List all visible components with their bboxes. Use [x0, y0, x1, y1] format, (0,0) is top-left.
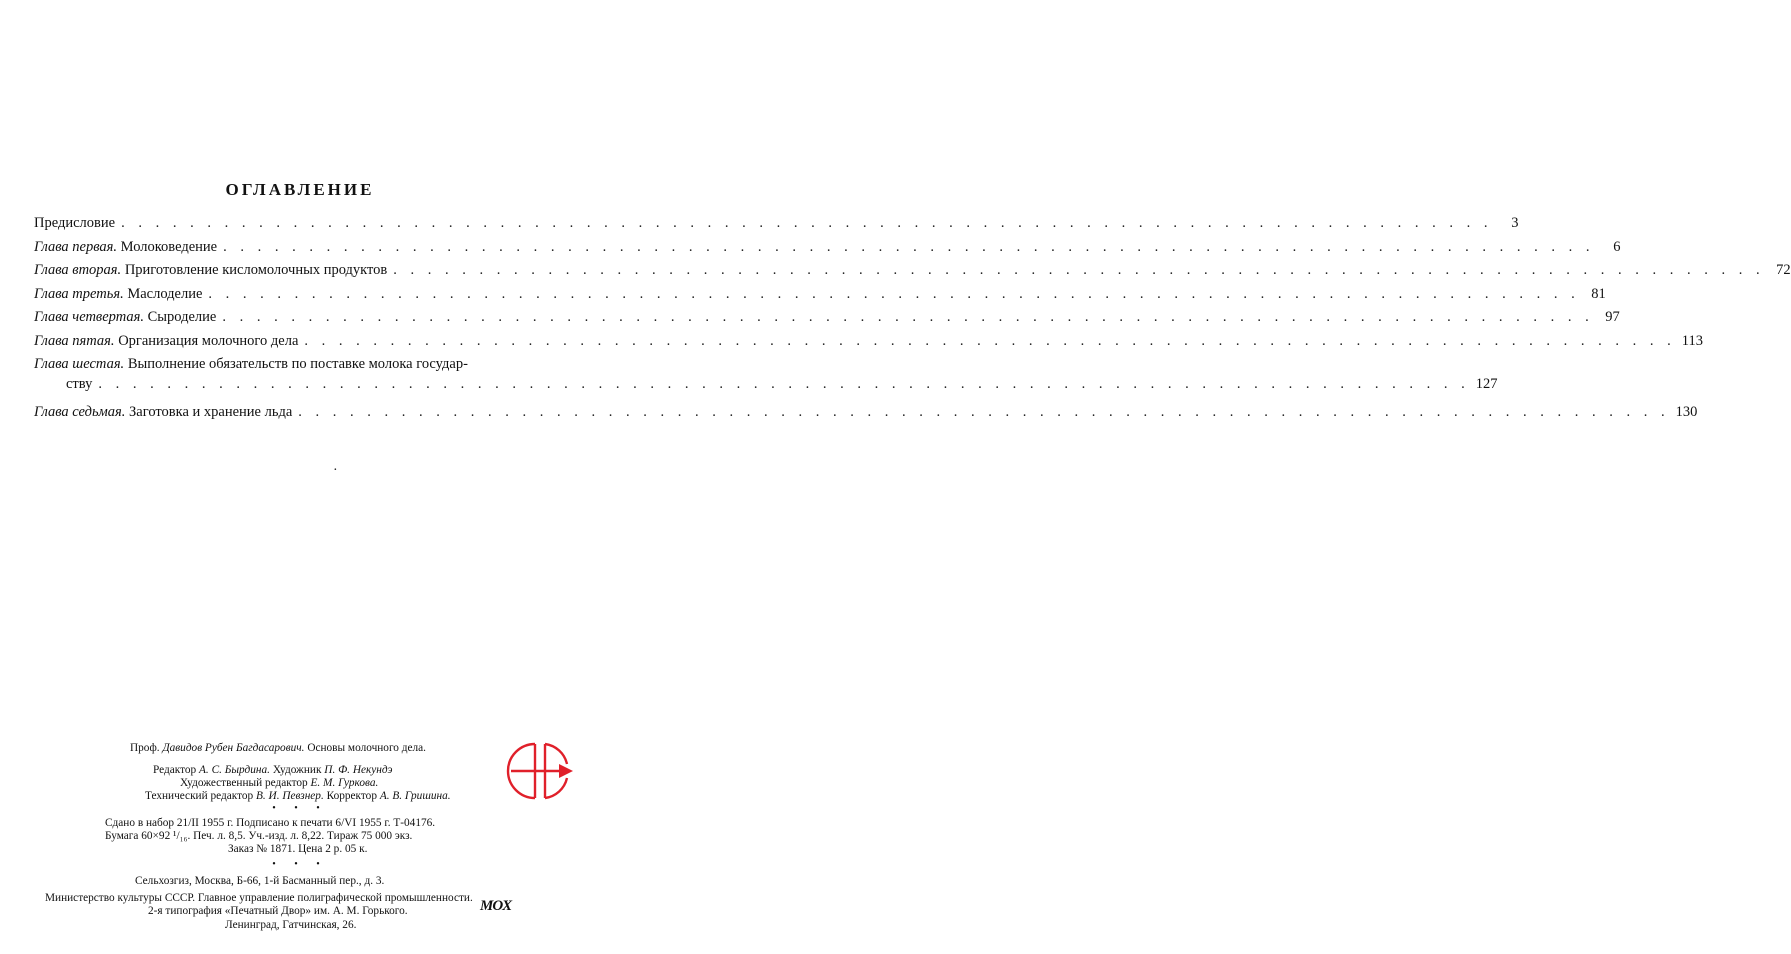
imprint-sent-line: Сдано в набор 21/II 1955 г. Подписано к печати 6/VI 1955 г. Т-04176.: [105, 817, 436, 829]
toc-chapter-name: Сыроделие: [147, 309, 217, 325]
ink-stamp: MOX: [480, 898, 512, 914]
toc-page-number: 113: [1681, 332, 1703, 349]
dot-leader: . . . . . . . . . . . . . . . . . . . . . . . . . . . . . . . . . . . . . . . . . . . . . . . . . . . . . . . . . . . . . . . . . . . . . . . . . . . . . . . .: [208, 285, 1580, 302]
divider-stars: • • •: [272, 803, 328, 814]
imprint-publisher-line: Сельхозгиз, Москва, Б-66, 1-й Басманный пер., д. 3.: [135, 875, 385, 887]
divider-stars: • • •: [272, 859, 328, 870]
toc-chapter-label: Глава шестая.: [34, 356, 125, 372]
toc-chapter-name: Выполнение обязательств по поставке молока государ-: [127, 356, 468, 372]
imprint-city-line: Ленинград, Гатчинская, 26.: [225, 919, 357, 931]
toc-page-number: 6: [1613, 238, 1621, 255]
dot-leader: . . . . . . . . . . . . . . . . . . . . . . . . . . . . . . . . . . . . . . . . . . . . . . . . . . . . . . . . . . . . . . . . . . . . . . . . . . . . . . . .: [222, 309, 1594, 325]
stray-mark: ·: [333, 463, 338, 478]
publisher-logo-icon: [505, 736, 575, 806]
imprint-editor-line: Редактор А. С. Бырдина. Художник П. Ф. Некундэ: [153, 764, 393, 776]
toc-chapter-name: Маслоделие: [127, 285, 203, 302]
toc-chapter-label: Глава седьмая.: [34, 403, 126, 420]
toc-chapter-label: Глава четвертая.: [34, 309, 144, 325]
toc-chapter-label: Глава третья.: [34, 285, 124, 302]
page-title: ОГЛАВЛЕНИЕ: [225, 180, 375, 199]
toc-chapter-name: Приготовление кисломолочных продуктов: [124, 262, 388, 278]
toc-page-number: 72: [1776, 262, 1791, 278]
imprint-author-line: Проф. Давидов Рубен Багдасарович. Основы молочного дела.: [130, 742, 427, 754]
toc-page-number: 127: [1475, 376, 1498, 392]
toc-chapter-label: Глава первая.: [34, 238, 118, 255]
imprint-tech-editor-line: Технический редактор В. И. Певзнер. Корректор А. В. Гришина.: [145, 790, 451, 802]
imprint-paper-line: Бумага 60×92 ¹/₁₆. Печ. л. 8,5. Уч.-изд. л. 8,22. Тираж 75 000 экз.: [105, 830, 413, 842]
toc-page-number: 81: [1591, 285, 1606, 302]
imprint-ministry-line: Министерство культуры СССР. Главное управление полиграфической промышленности.: [45, 892, 473, 904]
imprint: [0, 0, 600, 954]
toc-chapter-name: Заготовка и хранение льда: [129, 403, 293, 420]
dot-leader: . . . . . . . . . . . . . . . . . . . . . . . . . . . . . . . . . . . . . . . . . . . . . . . . . . . . . . . . . . . . . . . . . . . . . . . . . . . . . . . .: [121, 215, 1493, 231]
imprint-art-editor-line: Художественный редактор Е. М. Гуркова.: [180, 777, 379, 789]
imprint-order-line: Заказ № 1871. Цена 2 р. 05 к.: [228, 843, 368, 855]
dot-leader: . . . . . . . . . . . . . . . . . . . . . . . . . . . . . . . . . . . . . . . . . . . . . . . . . . . . . . . . . . . . . . . . . . . . . . . . . . . . . . . .: [98, 376, 1470, 392]
toc-chapter-name-continued: ству: [66, 376, 93, 392]
dot-leader: . . . . . . . . . . . . . . . . . . . . . . . . . . . . . . . . . . . . . . . . . . . . . . . . . . . . . . . . . . . . . . . . . . . . . . . . . . . . . . . .: [304, 332, 1676, 349]
toc-page-number: 97: [1605, 309, 1620, 325]
toc-chapter-label: Глава пятая.: [34, 332, 115, 349]
toc-page-number: 130: [1675, 403, 1698, 420]
toc-chapter-name: Предисловие: [34, 215, 116, 231]
imprint-print-line: 2-я типография «Печатный Двор» им. А. М. Горького.: [148, 905, 408, 917]
dot-leader: . . . . . . . . . . . . . . . . . . . . . . . . . . . . . . . . . . . . . . . . . . . . . . . . . . . . . . . . . . . . . . . . . . . . . . . . . . . . . . . .: [393, 262, 1765, 278]
dot-leader: . . . . . . . . . . . . . . . . . . . . . . . . . . . . . . . . . . . . . . . . . . . . . . . . . . . . . . . . . . . . . . . . . . . . . . . . . . . . . . . .: [298, 403, 1670, 420]
toc-chapter-label: Глава вторая.: [34, 262, 122, 278]
dot-leader: . . . . . . . . . . . . . . . . . . . . . . . . . . . . . . . . . . . . . . . . . . . . . . . . . . . . . . . . . . . . . . . . . . . . . . . . . . . . . . . .: [223, 238, 1595, 255]
toc-page-number: 3: [1511, 215, 1519, 231]
toc-chapter-name: Молоковедение: [120, 238, 218, 255]
toc-chapter-name: Организация молочного дела: [118, 332, 299, 349]
